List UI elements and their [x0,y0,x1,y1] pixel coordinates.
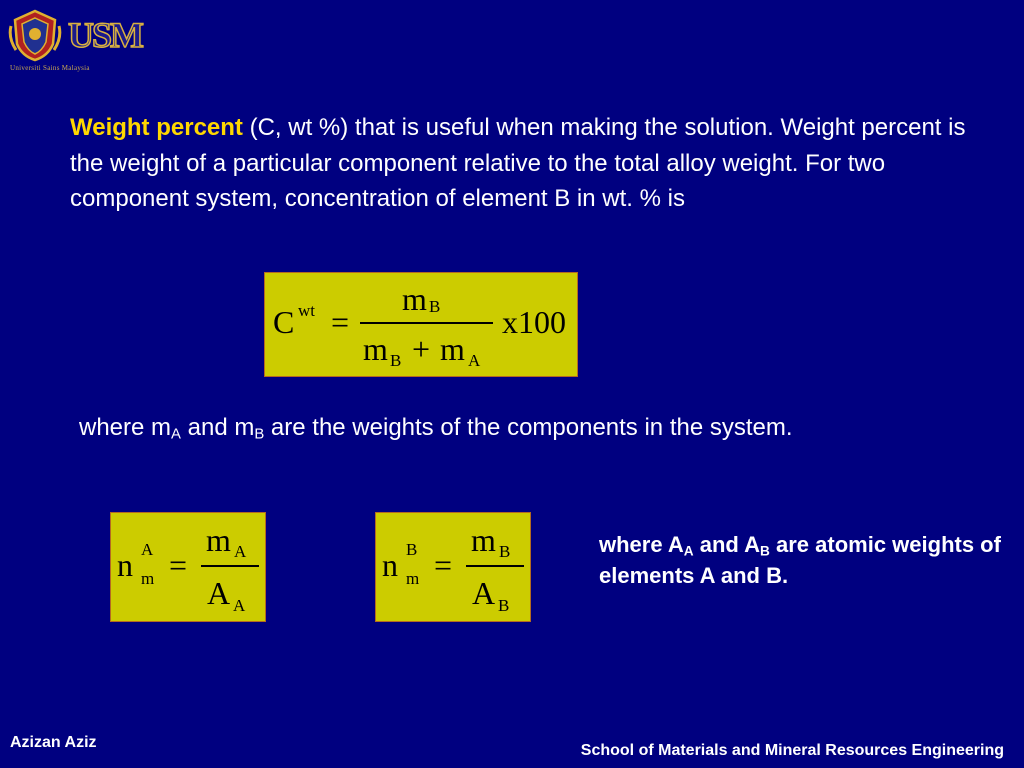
eq1-denominator-b: m [440,331,465,367]
mole-equation-a [110,512,266,622]
university-name: Universiti Sains Malaysia [10,64,90,72]
atomic-text-2: and A [693,532,761,557]
eq1-denominator-a-sub: B [390,351,402,370]
eq3-denominator: A [472,575,496,611]
eq2-denominator-sub: A [233,596,246,615]
atomic-sub-b: B [760,543,770,559]
eq1-lhs: C [273,304,295,340]
usm-wordmark: USM [68,15,142,55]
atomic-weights-explanation [599,529,1019,591]
eq2-denominator: A [207,575,231,611]
eq3-numerator: m [471,522,496,558]
atomic-sub-a: A [683,543,694,559]
eq1-numerator-sub: B [429,297,441,316]
atomic-text-1: where A [599,532,684,557]
eq1-denominator-b-sub: A [468,351,481,370]
eq3-denominator-sub: B [498,596,510,615]
eq1-denominator-a: m [363,331,388,367]
eq3-equals: = [434,547,453,583]
eq3-lhs-sub: m [406,569,420,588]
eq3-numerator-sub: B [499,542,511,561]
usm-logo [8,8,142,74]
definition-text: (C, wt %) that is useful when making the solution. Weight percent is the weight of a particular component relative to the total alloy weight. For two component system, concentration of element B in wt. % is [70,114,966,212]
eq2-lhs-sup: A [141,540,154,559]
definition-paragraph [70,110,970,217]
weights-explanation [79,410,879,445]
weight-percent-equation [264,272,578,377]
term-weight-percent: Weight percent [70,114,243,141]
atomic-text-3: are atomic weights of elements A and B. [599,532,1001,588]
crest-icon [8,8,62,62]
eq1-multiplier: x100 [502,304,566,340]
eq3-lhs: n [382,547,398,583]
weights-sub-b: B [254,426,265,443]
eq2-numerator: m [206,522,231,558]
footer-school: School of Materials and Mineral Resources Engineering [580,742,1004,759]
eq2-lhs-sub: m [141,569,155,588]
eq1-fraction-bar [360,322,493,324]
eq2-fraction-bar [201,565,259,567]
eq2-lhs: n [117,547,133,583]
eq1-plus: + [412,331,431,367]
mole-equation-b [375,512,531,622]
footer-author: Azizan Aziz [10,734,97,751]
weights-text-1: where m [79,414,172,441]
eq3-fraction-bar [466,565,524,567]
eq1-numerator: m [402,281,427,317]
weights-sub-a: A [171,426,181,443]
eq1-lhs-sup: wt [298,301,315,320]
eq1-equals: = [331,304,350,340]
weights-text-2: and m [180,414,255,441]
eq2-numerator-sub: A [234,542,247,561]
eq2-equals: = [169,547,188,583]
eq3-lhs-sup: B [406,540,418,559]
weights-text-3: are the weights of the components in the system. [264,414,793,441]
